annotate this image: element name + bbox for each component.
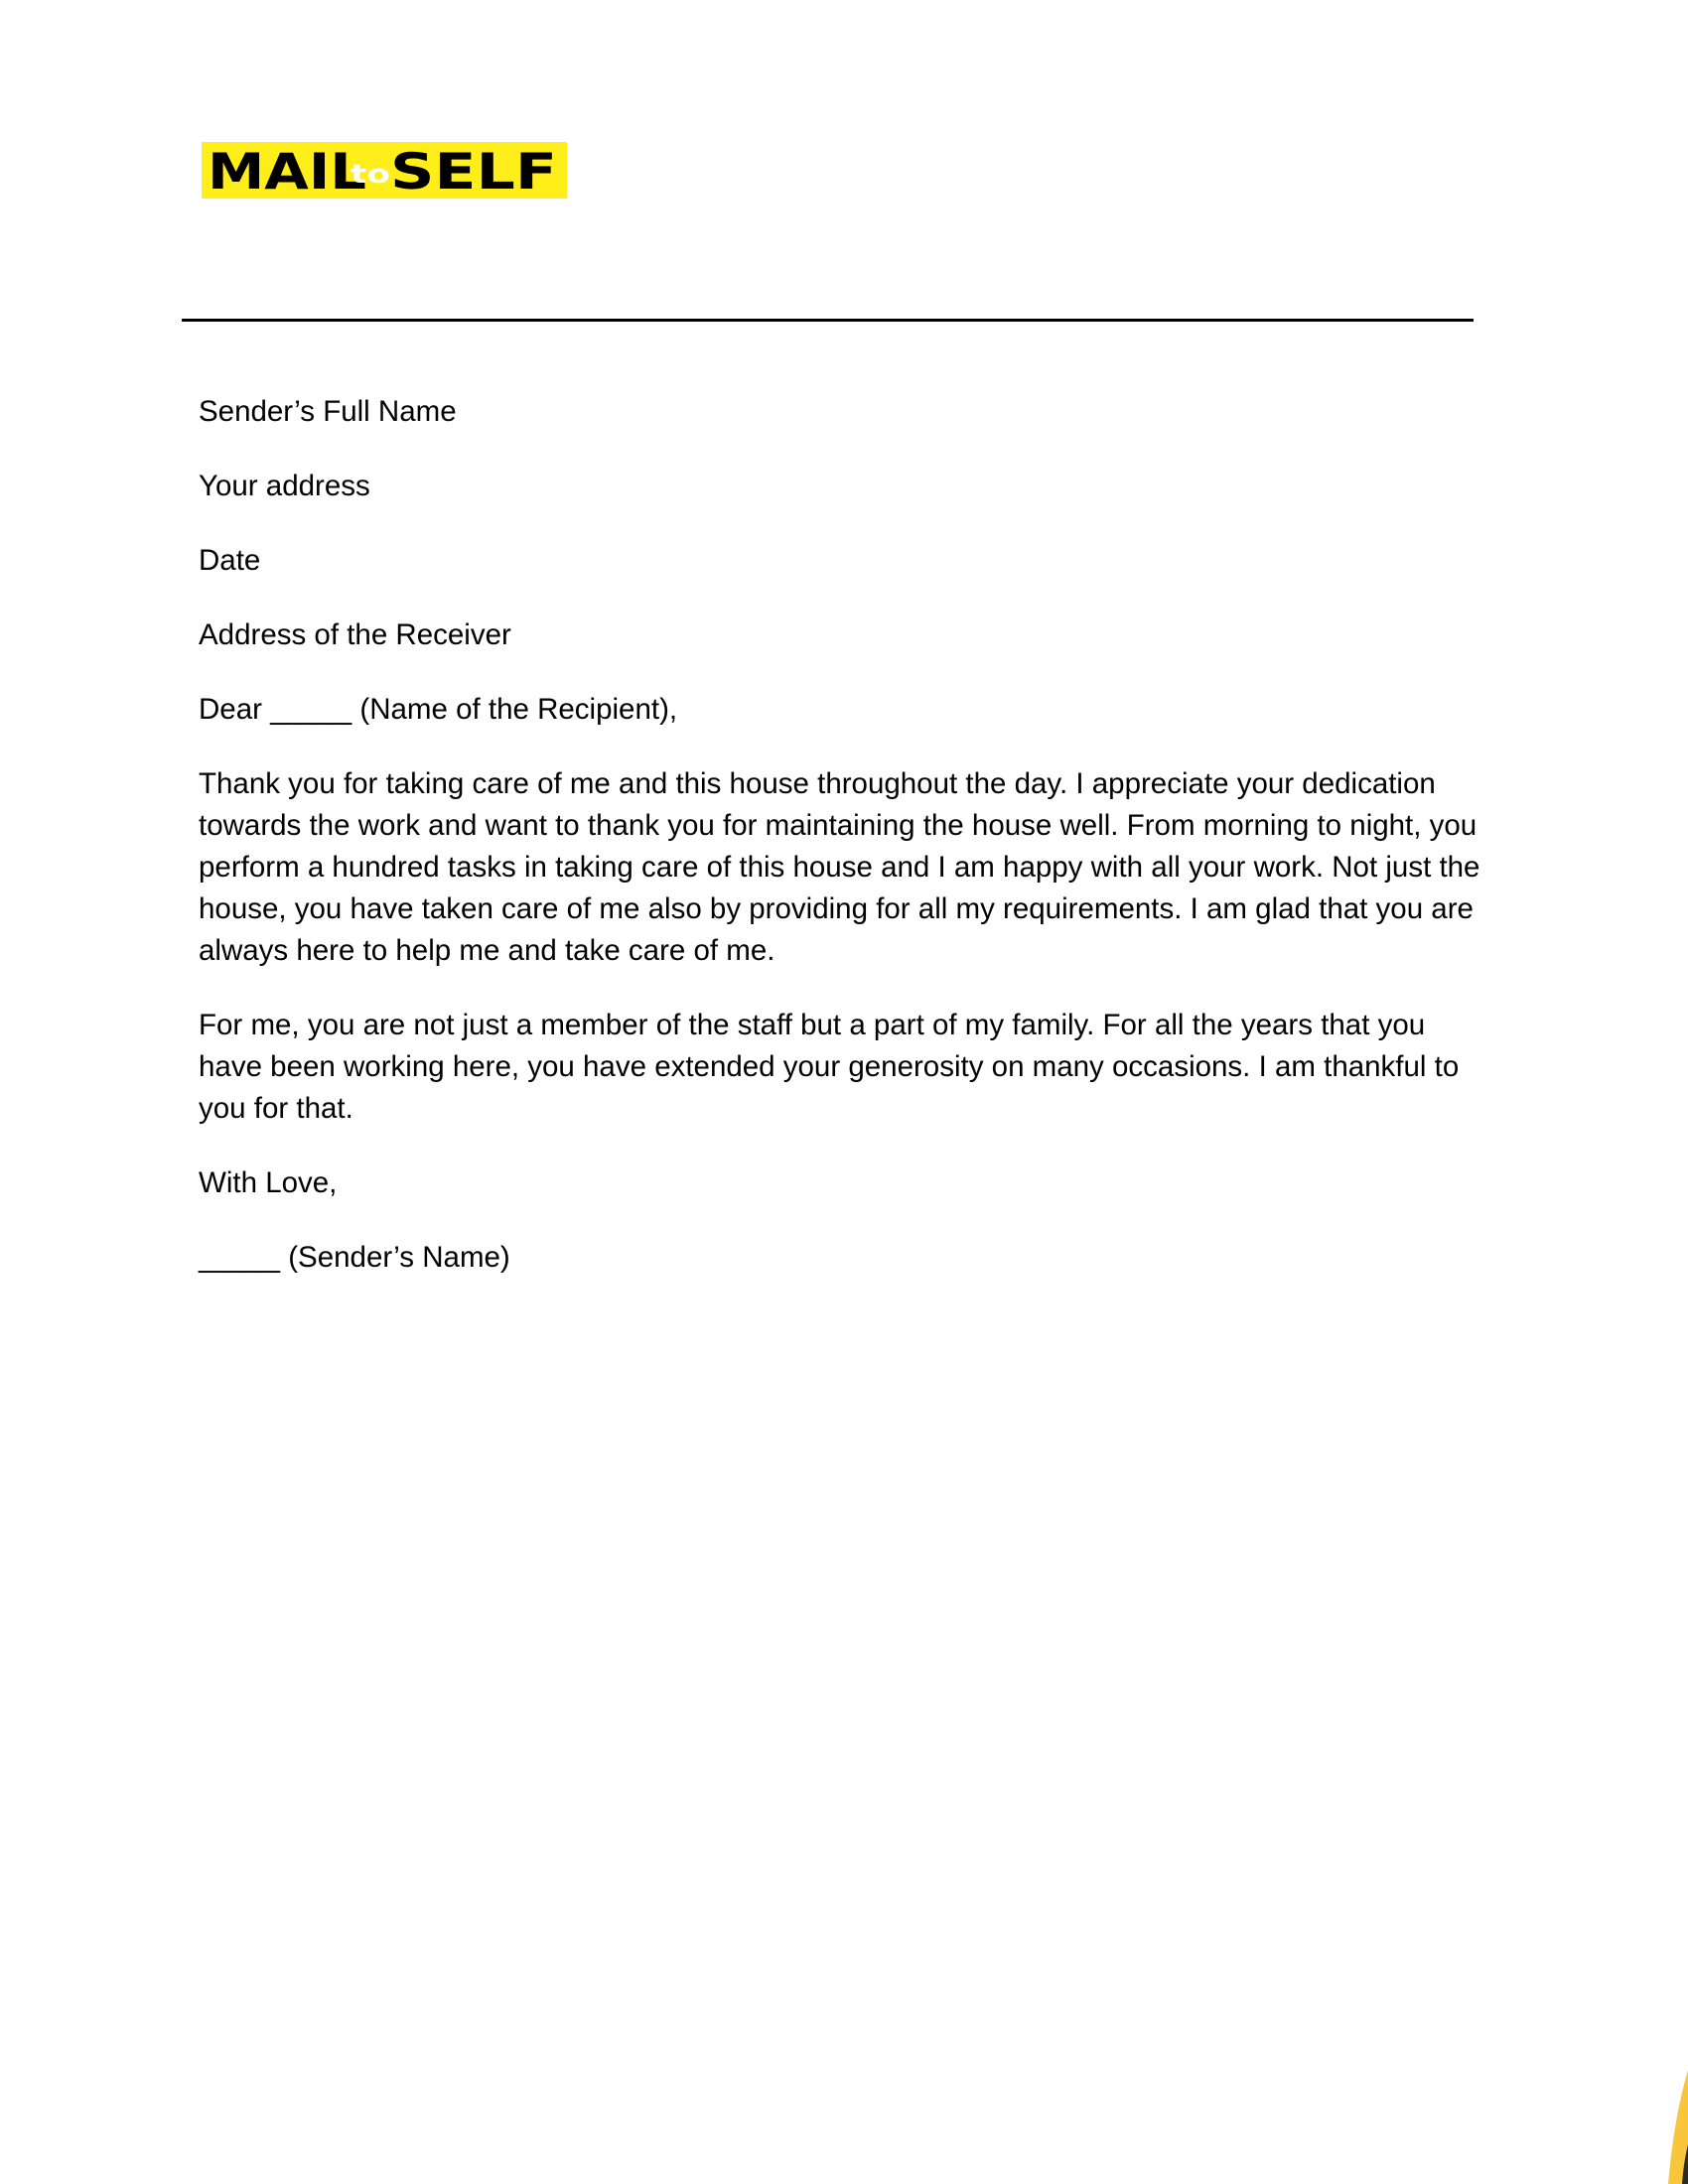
salutation: Dear _____ (Name of the Recipient),: [199, 693, 678, 726]
letter-body: [199, 391, 1489, 1311]
logo-text-mail: MAIL: [208, 143, 366, 199]
signature: _____ (Sender’s Name): [199, 1241, 510, 1274]
body-paragraph: Thank you for taking care of me and this house throughout the day. I appreciate your dedication towards the work and want to thank you for maintaining the house well. From morning to night, you perform a hundred tasks in taking care of this house and I am happy with all your work. Not just the house, you have taken care of me also by providing for all my requirements. I am glad that you are always here to help me and take care of me.: [199, 767, 1480, 967]
logo-wordmark: [202, 142, 567, 199]
closing: With Love,: [199, 1166, 338, 1199]
letter-date: Date: [199, 544, 261, 577]
logo-text-to: to: [351, 160, 390, 190]
sender-address: Your address: [199, 470, 370, 502]
sender-full-name: Sender’s Full Name: [199, 395, 457, 428]
mailtoself-logo: [202, 142, 567, 199]
body-paragraph: For me, you are not just a member of the staff but a part of my family. For all the years that you have been working here, you have extended your generosity on many occasions. I am thankful to you for that.: [199, 1009, 1460, 1125]
receiver-address: Address of the Receiver: [199, 618, 511, 651]
logo-text-self: SELF: [390, 143, 557, 199]
corner-decoration: [1628, 2035, 1688, 2184]
header-divider: [182, 319, 1474, 322]
